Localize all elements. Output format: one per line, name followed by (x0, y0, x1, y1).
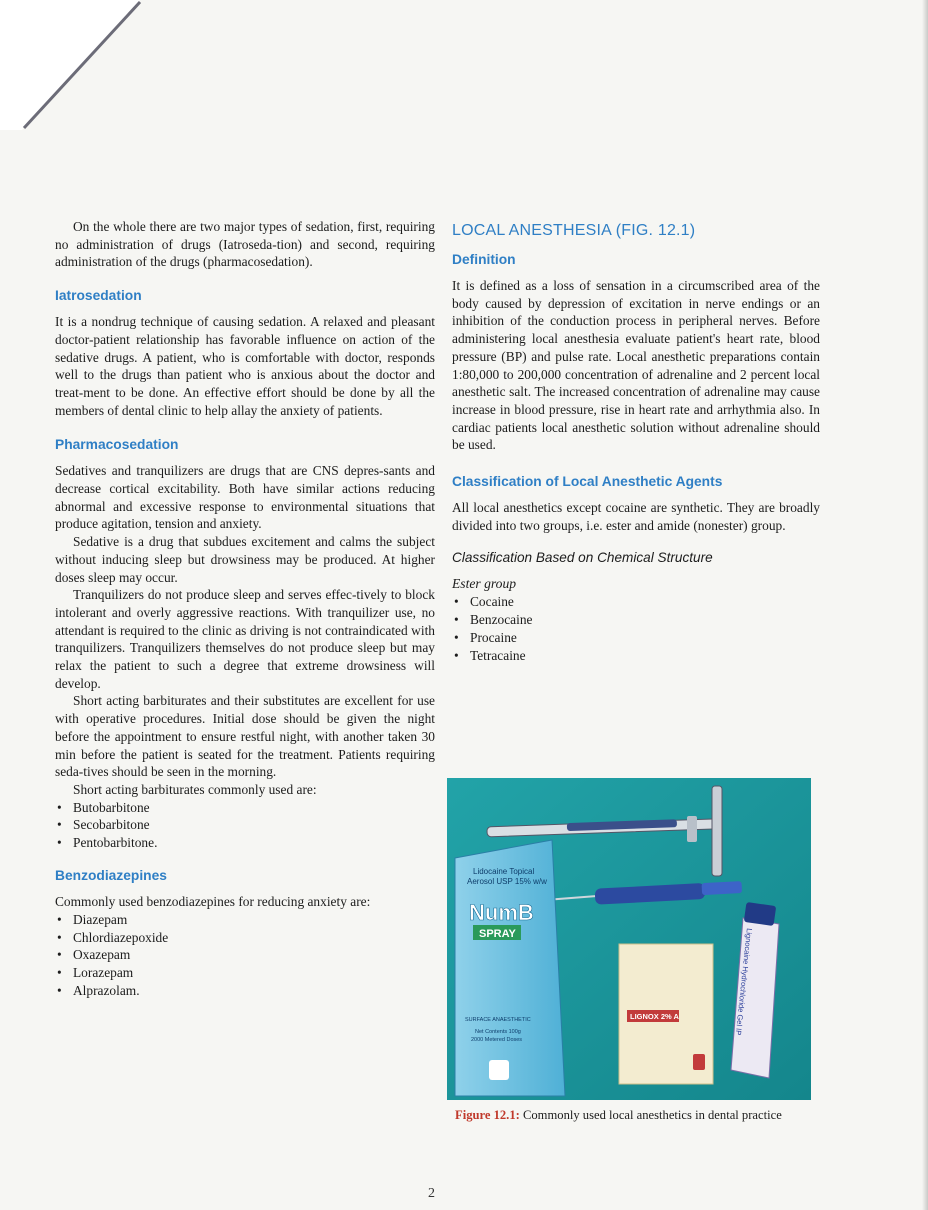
list-item: • Alprazolam. (55, 982, 435, 1000)
section-title: LOCAL ANESTHESIA (FIG. 12.1) (452, 222, 696, 239)
iatrosedation-heading: Iatrosedation (55, 288, 142, 304)
left-column (55, 218, 435, 1000)
pharmacosedation-paragraph-4: Short acting barbiturates and their substitutes are excellent for use with operative procedures. Initial dose should be given the night before the appointment to ensure restful night, with another taken 30 min before the patient is seated for the treatment. Patients requiring seda-tives should be seen in the morning. (55, 693, 435, 780)
list-item: • Diazepam (55, 911, 435, 929)
box-small-label-1: SURFACE ANAESTHETIC (465, 1017, 531, 1023)
definition-paragraph: It is defined as a loss of sensation in a circumscribed area of the body caused by depression of excitation in nerve endings or an inhibition of the conduction process in peripheral nerves. Before administering local anesthesia evaluate patient's heart rate, blood pressure (BP) and pulse rate. Local anesthetic preparations contain 1:80,000 to 200,000 concentration of adrenaline and 2 percent local anesthetic salt. The increased concentration of adrenaline may cause increase in blood pressure, rise in heart rate and arrhythmia also. In cardiac patients local anesthetic solution without adrenaline should be used. (452, 278, 820, 453)
intro-paragraph: On the whole there are two major types of sedation, first, requiring no administration of drugs (Iatroseda-tion) and second, requiring administration of the drugs (pharmacosedation). (55, 219, 435, 270)
list-item: • Secobarbitone (55, 816, 435, 834)
box-small-label-2: Net Contents 100g (475, 1029, 521, 1035)
page-number: 2 (428, 1186, 435, 1201)
definition-heading: Definition (452, 252, 516, 267)
benzodiazepines-list (55, 911, 435, 1000)
list-item: • Benzocaine (452, 611, 820, 629)
classification-heading: Classification of Local Anesthetic Agents (452, 474, 723, 490)
lignox-logo (693, 1054, 705, 1070)
pharmacosedation-paragraph-2: Sedative is a drug that subdues excitement and calms the subject without inducing sleep but drowsiness may be produced. At higher doses sleep may occur. (55, 534, 435, 585)
benzodiazepines-heading: Benzodiazepines (55, 868, 167, 884)
list-item: • Procaine (452, 629, 820, 647)
list-item: • Pentobarbitone. (55, 834, 435, 852)
list-item: • Chlordiazepoxide (55, 929, 435, 947)
figure-illustration (447, 778, 811, 1100)
numb-spray-box (455, 840, 565, 1096)
list-item: • Cocaine (452, 593, 820, 611)
figure-caption (455, 1108, 815, 1123)
chemical-structure-heading: Classification Based on Chemical Structure (452, 550, 713, 566)
brand-name: NumB (469, 900, 534, 925)
pharmacosedation-paragraph-5: Short acting barbiturates commonly used are: (73, 781, 317, 797)
list-item: • Lorazepam (55, 964, 435, 982)
pharmacosedation-heading: Pharmacosedation (55, 437, 179, 453)
figure-local-anesthetics-photo (447, 778, 811, 1100)
list-item: • Butobarbitone (55, 799, 435, 817)
page-edge-shadow (922, 0, 928, 1210)
lignox-carton (619, 944, 713, 1084)
benzodiazepines-intro: Commonly used benzodiazepines for reducing anxiety are: (55, 894, 371, 910)
list-item: • Oxazepam (55, 946, 435, 964)
tube-label: Lignocaine Hydrochloride Gel IP (733, 927, 754, 1036)
page-fold-corner (0, 0, 160, 140)
barbiturates-list (55, 799, 435, 852)
classification-paragraph: All local anesthetics except cocaine are synthetic. They are broadly divided into two groups, i.e. ester and amide (nonester) group. (452, 500, 820, 533)
list-item: • Tetracaine (452, 647, 820, 665)
iatrosedation-paragraph: It is a nondrug technique of causing sedation. A relaxed and pleasant doctor-patient relationship has favorable influence on action of the sedative drugs. A patient, who is comfortable with doctor, responds well to the drugs than patient who is anxious about the doctor and treat-ment to be done. An effective effort should be done by all the members of dental clinic to help allay the anxiety of patients. (55, 314, 435, 418)
manufacturer-logo (489, 1060, 509, 1080)
figure-caption-label: Figure 12.1: (455, 1108, 520, 1122)
pharmacosedation-paragraph-3: Tranquilizers do not produce sleep and serves effec-tively to block intolerant and overly aggressive reactions. With tranquilizer use, no attendant is required to the clinic as driving is not contraindicated with tranquilizers. Tranquilizers themselves do not produce sleep but may relax the patient to such a degree that extreme drowsiness will develop. (55, 587, 435, 691)
figure-caption-text: Commonly used local anesthetics in dental practice (522, 1108, 782, 1122)
ester-group-label: Ester group (452, 576, 517, 592)
lignox-label: LIGNOX 2% A (630, 1012, 679, 1021)
pharmacosedation-paragraph-1: Sedatives and tranquilizers are drugs that are CNS depres-sants and decrease cortical excitability. Both have similar actions reducing abnormal and excessive response to environmental situations that produce agitation, tension and anxiety. (55, 463, 435, 532)
right-column (452, 222, 820, 664)
ester-group-list (452, 593, 820, 664)
spray-label: SPRAY (479, 928, 516, 940)
box-label-2: Aerosol USP 15% w/w (467, 877, 547, 886)
box-label-1: Lidocaine Topical (473, 867, 535, 876)
box-small-label-3: 2000 Metered Doses (471, 1037, 523, 1043)
